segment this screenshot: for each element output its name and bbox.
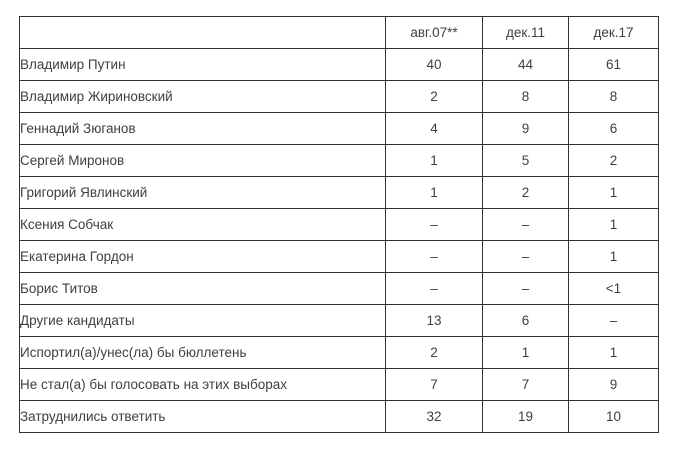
value-dec17: <1 <box>569 273 659 305</box>
row-label: Геннадий Зюганов <box>20 113 386 145</box>
row-label: Владимир Путин <box>20 49 386 81</box>
value-dec17: 1 <box>569 241 659 273</box>
table-row <box>20 369 659 401</box>
poll-results-table <box>19 16 659 433</box>
value-dec11: 1 <box>483 337 569 369</box>
header-aug07: авг.07** <box>386 17 483 49</box>
row-label: Затруднились ответить <box>20 401 386 433</box>
table-row <box>20 337 659 369</box>
value-dec11: 9 <box>483 113 569 145</box>
table-row <box>20 273 659 305</box>
value-aug07: 1 <box>386 177 483 209</box>
table-row <box>20 145 659 177</box>
table-row <box>20 305 659 337</box>
value-dec11: 44 <box>483 49 569 81</box>
row-label: Сергей Миронов <box>20 145 386 177</box>
value-dec17: 1 <box>569 337 659 369</box>
value-dec11: 19 <box>483 401 569 433</box>
header-dec11: дек.11 <box>483 17 569 49</box>
table-row <box>20 241 659 273</box>
value-aug07: 2 <box>386 81 483 113</box>
value-dec17: 1 <box>569 209 659 241</box>
value-dec11: 5 <box>483 145 569 177</box>
row-label: Борис Титов <box>20 273 386 305</box>
header-empty-cell <box>20 17 386 49</box>
table-header-row <box>20 17 659 49</box>
value-dec17: 2 <box>569 145 659 177</box>
row-label: Ксения Собчак <box>20 209 386 241</box>
value-dec17: – <box>569 305 659 337</box>
value-aug07: 7 <box>386 369 483 401</box>
table-row <box>20 177 659 209</box>
value-dec11: 2 <box>483 177 569 209</box>
value-aug07: 13 <box>386 305 483 337</box>
row-label: Владимир Жириновский <box>20 81 386 113</box>
value-aug07: – <box>386 209 483 241</box>
value-aug07: 2 <box>386 337 483 369</box>
value-aug07: 32 <box>386 401 483 433</box>
value-dec11: – <box>483 209 569 241</box>
value-aug07: – <box>386 273 483 305</box>
value-aug07: 4 <box>386 113 483 145</box>
value-dec17: 8 <box>569 81 659 113</box>
value-dec11: – <box>483 273 569 305</box>
value-dec17: 1 <box>569 177 659 209</box>
value-dec17: 9 <box>569 369 659 401</box>
value-dec17: 6 <box>569 113 659 145</box>
row-label: Другие кандидаты <box>20 305 386 337</box>
value-aug07: – <box>386 241 483 273</box>
value-aug07: 1 <box>386 145 483 177</box>
table-row <box>20 49 659 81</box>
table-row <box>20 113 659 145</box>
row-label: Екатерина Гордон <box>20 241 386 273</box>
value-dec11: 8 <box>483 81 569 113</box>
value-dec11: – <box>483 241 569 273</box>
row-label: Григорий Явлинский <box>20 177 386 209</box>
row-label: Испортил(а)/унес(ла) бы бюллетень <box>20 337 386 369</box>
value-dec11: 7 <box>483 369 569 401</box>
row-label: Не стал(а) бы голосовать на этих выборах <box>20 369 386 401</box>
value-dec11: 6 <box>483 305 569 337</box>
value-aug07: 40 <box>386 49 483 81</box>
table-row <box>20 209 659 241</box>
value-dec17: 10 <box>569 401 659 433</box>
value-dec17: 61 <box>569 49 659 81</box>
table-row <box>20 81 659 113</box>
table-row <box>20 401 659 433</box>
header-dec17: дек.17 <box>569 17 659 49</box>
